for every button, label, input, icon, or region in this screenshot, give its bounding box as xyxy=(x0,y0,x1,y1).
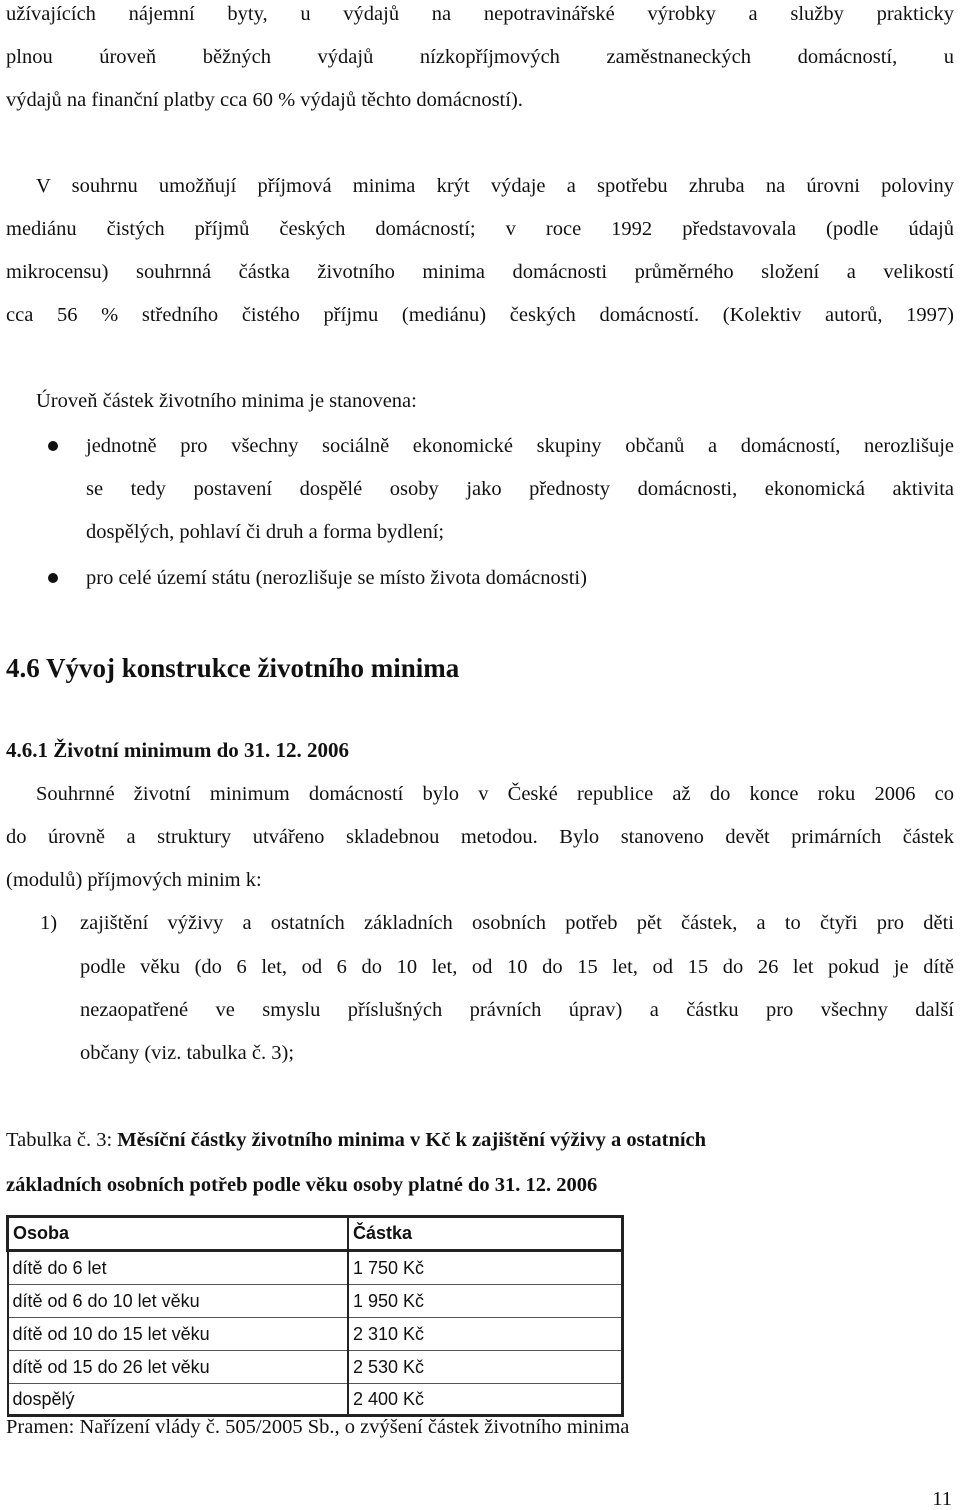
cell-person: dítě od 10 do 15 let věku xyxy=(8,1318,349,1351)
table-caption xyxy=(6,1130,954,1151)
bullet1-line-1: jednotně pro všechny sociálně ekonomické skupiny občanů a domácností, nerozlišuje xyxy=(86,435,954,457)
page-number: 11 xyxy=(932,1488,952,1510)
paragraph2-line-1: V souhrnu umožňují příjmová minima krýt výdaje a spotřebu zhruba na úrovni poloviny xyxy=(36,175,954,197)
table-row xyxy=(8,1318,623,1351)
cell-amount: 1 750 Kč xyxy=(348,1251,623,1285)
list-number: 1) xyxy=(40,912,58,934)
bullet1-line-2: se tedy postavení dospělé osoby jako přednosty domácnosti, ekonomická aktivita xyxy=(86,478,954,500)
paragraph3-line-1: Souhrnné životní minimum domácností bylo v České republice až do konce roku 2006 co xyxy=(36,783,954,805)
heading-4-6: 4.6 Vývoj konstrukce životního minima xyxy=(6,653,460,683)
header-castka: Částka xyxy=(348,1217,623,1251)
heading-4-6-1: 4.6.1 Životní minimum do 31. 12. 2006 xyxy=(6,738,350,762)
table-caption-prefix: Tabulka č. 3: xyxy=(6,1129,118,1151)
paragraph2-line-4: cca 56 % středního čistého příjmu (mediánu) českých domácností. (Kolektiv autorů, 1997) xyxy=(6,304,954,326)
header-osoba: Osoba xyxy=(8,1217,349,1251)
table-row xyxy=(8,1251,623,1285)
bullet-icon xyxy=(48,573,58,583)
cell-person: dospělý xyxy=(8,1384,349,1416)
table-header-row xyxy=(8,1217,623,1251)
numbered-item-line-1: zajištění výživy a ostatních základních osobních potřeb pět částek, a to čtyři pro děti xyxy=(80,912,954,934)
life-minimum-table xyxy=(6,1215,624,1417)
paragraph3-line-2: do úrovně a struktury utvářeno skladebnou metodou. Bylo stanoveno devět primárních částek xyxy=(6,826,954,848)
cell-person: dítě od 6 do 10 let věku xyxy=(8,1285,349,1318)
table-row xyxy=(8,1351,623,1384)
numbered-item-line-2: podle věku (do 6 let, od 6 do 10 let, od 10 do 15 let, od 15 do 26 let pokud je dítě xyxy=(80,956,954,978)
cell-amount: 2 530 Kč xyxy=(348,1351,623,1384)
bullet-icon xyxy=(48,441,58,451)
cell-person: dítě od 15 do 26 let věku xyxy=(8,1351,349,1384)
table-caption-title-1: Měsíční částky životního minima v Kč k zajištění výživy a ostatních xyxy=(117,1129,707,1151)
paragraph1-line-2: plnou úroveň běžných výdajů nízkopříjmových zaměstnaneckých domácností, u xyxy=(6,46,954,68)
numbered-item-line-3: nezaopatřené ve smyslu příslušných právních úprav) a částku pro všechny další xyxy=(80,999,954,1021)
paragraph3-line-3: (modulů) příjmových minim k: xyxy=(6,869,262,891)
paragraph1-line-1: užívajících nájemní byty, u výdajů na nepotravinářské výrobky a služby prakticky xyxy=(6,3,954,25)
table-row xyxy=(8,1384,623,1416)
levels-intro: Úroveň částek životního minima je stanovena: xyxy=(36,390,417,412)
paragraph2-line-3: mikrocensu) souhrnná částka životního minima domácnosti průměrného složení a velikostí xyxy=(6,261,954,283)
cell-amount: 2 310 Kč xyxy=(348,1318,623,1351)
paragraph1-line-3: výdajů na finanční platby cca 60 % výdajů těchto domácností). xyxy=(6,89,523,111)
table-caption-title-2: základních osobních potřeb podle věku osoby platné do 31. 12. 2006 xyxy=(6,1174,598,1196)
numbered-item-line-4: občany (viz. tabulka č. 3); xyxy=(80,1042,295,1064)
cell-amount: 2 400 Kč xyxy=(348,1384,623,1416)
bullet2-line-1: pro celé území státu (nerozlišuje se místo života domácnosti) xyxy=(86,567,587,589)
cell-person: dítě do 6 let xyxy=(8,1251,349,1285)
cell-amount: 1 950 Kč xyxy=(348,1285,623,1318)
table-row xyxy=(8,1285,623,1318)
bullet1-line-3: dospělých, pohlaví či druh a forma bydlení; xyxy=(86,521,445,543)
paragraph2-line-2: mediánu čistých příjmů českých domácností; v roce 1992 představovala (podle údajů xyxy=(6,218,954,240)
source-note: Pramen: Nařízení vlády č. 505/2005 Sb., o zvýšení částek životního minima xyxy=(6,1416,630,1438)
